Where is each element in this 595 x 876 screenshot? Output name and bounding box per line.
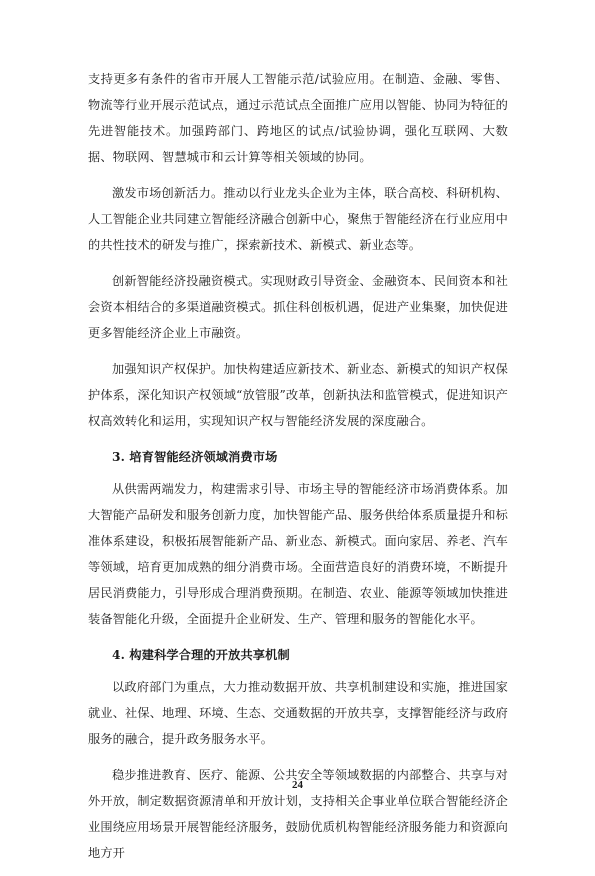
paragraph: 加强知识产权保护。加快构建适应新技术、新业态、新模式的知识产权保护体系，深化知识产权领域“放管服”改革，创新执法和监管模式，促进知识产权高效转化和运用，实现知识产权与智能经济发展的深度融合。 [88,362,508,428]
paragraph: 支持更多有条件的省市开展人工智能示范/试验应用。在制造、金融、零售、物流等行业开展示范试点，通过示范试点全面推广应用以智能、协同为特征的先进智能技术。加强跨部门、跨地区的试点/试验协调，强化互联网、大数据、物联网、智慧城市和云计算等相关领域的协同。 [88,72,508,164]
paragraph: 以政府部门为重点，大力推动数据开放、共享机制建设和实施，推进国家就业、社保、地理、环境、生态、交通数据的开放共享，支撑智能经济与政府服务的融合，提升政务服务水平。 [88,680,508,746]
paragraph: 从供需两端发力，构建需求引导、市场主导的智能经济市场消费体系。加大智能产品研发和服务创新力度，加快智能产品、服务供给体系质量提升和标准体系建设，积极拓展智能新产品、新业态、新模式。面向家居、养老、汽车等领域，培育更加成熟的细分消费市场。全面营造良好的消费环境，不断提升居民消费能力，引导形成合理消费预期。在制造、农业、能源等领域加快推进装备智能化升级，全面提升企业研发、生产、管理和服务的智能化水平。 [88,482,508,626]
section-heading: 4. 构建科学合理的开放共享机制 [112,648,290,662]
paragraph: 激发市场创新活力。推动以行业龙头企业为主体，联合高校、科研机构、人工智能企业共同建立智能经济融合创新中心，聚焦于智能经济在行业应用中的共性技术的研发与推广，探索新技术、新模式、新业态等。 [88,186,508,252]
page-content [88,66,508,876]
paragraph: 稳步推进教育、医疗、能源、公共安全等领域数据的内部整合、共享与对外开放，制定数据资源清单和开放计划，支持相关企事业单位联合智能经济企业围绕应用场景开展智能经济服务，鼓励优质机构智能经济服务能力和资源向地方开 [88,768,508,860]
page-number: 24 [292,779,303,791]
section-heading: 3. 培育智能经济领域消费市场 [112,450,278,464]
paragraph: 创新智能经济投融资模式。实现财政引导资金、金融资本、民间资本和社会资本相结合的多渠道融资模式。抓住科创板机遇，促进产业集聚，加快促进更多智能经济企业上市融资。 [88,274,508,340]
